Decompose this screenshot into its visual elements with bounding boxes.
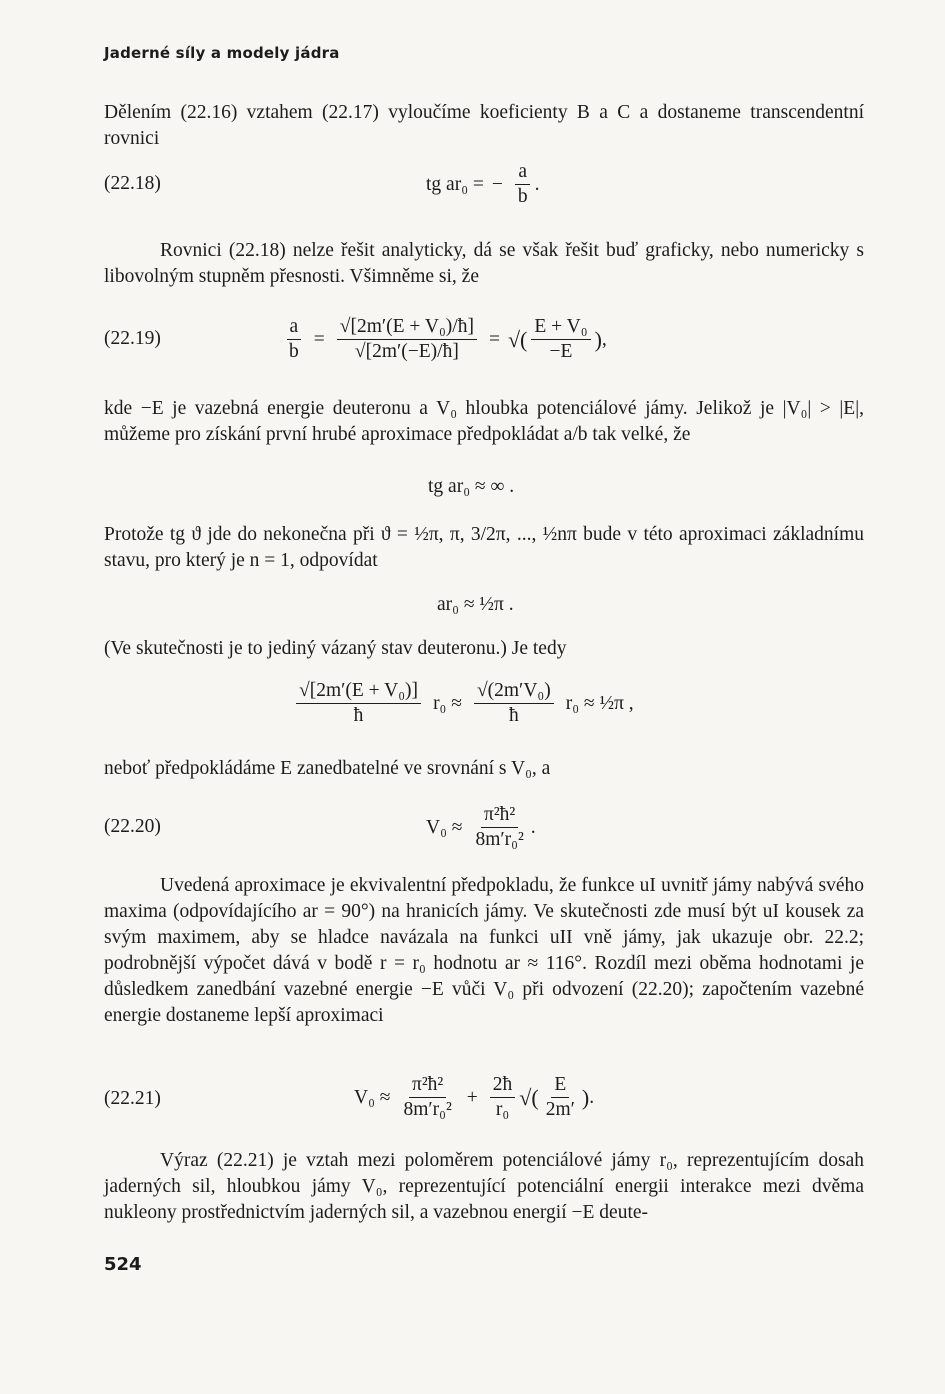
numerator: π²ħ² (409, 1074, 446, 1098)
denominator: 8m′r₀² (475, 829, 524, 850)
radius-term: r₀ ≈ ½π , (565, 692, 634, 714)
denominator: b (517, 186, 528, 207)
equation-body (292, 680, 634, 727)
numerator: √[2m′(E + V₀)/ħ] (337, 316, 477, 340)
minus-sign: − (491, 173, 503, 195)
denominator: −E (549, 341, 573, 362)
radius-term: r₀ ≈ (433, 692, 462, 714)
fraction-energy-mass (543, 1074, 578, 1121)
equation-body: V₀ ≈ $\frac{\text{π²ħ²}}{\text{8m′r₀²}}$ + $\frac{2ħ}{\text{r₀}}$ √( $\frac{E}{2m'}$ ) . (354, 1074, 595, 1120)
denominator: 8m′r₀² (403, 1099, 452, 1120)
equation-22-20 (104, 804, 864, 850)
numerator: π²ħ² (481, 804, 518, 828)
paragraph-6: neboť předpokládáme E zanedbatelné ve srovnání s V₀, a (104, 758, 551, 779)
punctuation: . (534, 173, 540, 195)
numerator: √[2m′(E + V₀)] (296, 680, 421, 704)
equation-22-18 (104, 161, 864, 207)
equation-tg-infinity: tg ar₀ ≈ ∞ . (428, 476, 515, 497)
equation-lhs: V₀ ≈ (354, 1086, 391, 1108)
running-header: Jaderné síly a modely jádra (104, 44, 340, 62)
denominator: 2m′ (545, 1099, 575, 1120)
denominator: b (289, 341, 299, 362)
denominator: √[2m′(−E)/ħ] (354, 341, 459, 362)
fraction-depth (400, 1074, 454, 1121)
fraction-a-b (515, 161, 531, 208)
equation-ground-state: ar₀ ≈ ½π . (437, 594, 514, 615)
denominator: r₀ (495, 1099, 510, 1120)
paragraph-5: (Ve skutečnosti je to jediný vázaný stav deuteronu.) Je tedy (104, 638, 567, 659)
fraction-depth (472, 804, 526, 851)
equation-number: (22.19) (104, 328, 161, 349)
equation-body (426, 804, 536, 851)
numerator: a (287, 316, 302, 340)
equation-approximation (104, 680, 864, 726)
plus-sign: + (466, 1086, 478, 1108)
numerator: E + V₀ (531, 316, 590, 340)
fraction-correction (490, 1074, 516, 1121)
numerator: 2ħ (490, 1074, 516, 1098)
page-number: 524 (104, 1254, 142, 1275)
punctuation: . (589, 1086, 595, 1108)
punctuation: , (601, 328, 607, 350)
fraction-root-energy (296, 680, 421, 727)
equation-number: (22.20) (104, 816, 161, 837)
equation-22-19 (104, 316, 864, 362)
fraction-a-b (286, 316, 302, 363)
equation-number: (22.21) (104, 1088, 161, 1109)
denominator: ħ (353, 705, 364, 726)
fraction-root-potential (474, 680, 554, 727)
equation-22-21 (104, 1074, 864, 1120)
equation-number: (22.18) (104, 173, 161, 194)
paragraph-3: kde −E je vazebná energie deuteronu a V₀ hloubka potenciálové jámy. Jelikož je |V₀| > |E|, můžeme pro získání první hrubé aproximace předpokládat a/b tak velké, že (104, 398, 864, 445)
punctuation: . (530, 816, 536, 838)
denominator: ħ (508, 705, 519, 726)
equation-body: $\frac{a}{b}$ = $\frac{\text{√[2m′(E + V₀)/ħ]}}{√[2m'(-E)/ħ]}$ = √( $\frac{\text{E + V₀}}{-E}$ ) , (282, 316, 607, 363)
paragraph-7: Uvedená aproximace je ekvivalentní předpokladu, že funkce uI uvnitř jámy nabývá svého maxima (odpovídajícího ar = 90°) na hranicích jámy. Ve skutečnosti zde musí být uI kousek za svým maximem, aby se hladce navázala na funkci uII vně jámy, jak ukazuje obr. 22.2; podrobnější výpočet dává v bodě r = r₀ hodnotu ar ≈ 116°. Rozdíl mezi oběma hodnotami je důsledkem zanedbání vazebné energie −E vůči V₀ při odvození (22.20); započtením vazebné energie dostaneme lepší aproximaci (104, 875, 864, 1026)
paragraph-2: Rovnici (22.18) nelze řešit analyticky, dá se však řešit buď graficky, nebo numericky s libovolným stupněm přesnosti. Všimněme si, že (104, 240, 864, 287)
equation-body (426, 161, 540, 208)
equation-lhs: V₀ ≈ (426, 816, 463, 838)
numerator: E (551, 1074, 569, 1098)
paragraph-8: Výraz (22.21) je vztah mezi poloměrem potenciálové jámy r₀, reprezentujícím dosah jaderných sil, hloubkou jámy V₀, reprezentující potenciální energii interakce mezi dvěma nukleony prostřednictvím jaderných sil, a vazebnou energií −E deute- (104, 1150, 864, 1223)
numerator: a (515, 161, 530, 185)
equation-lhs: tg ar₀ = (426, 173, 484, 195)
paragraph-1: Dělením (22.16) vztahem (22.17) vyloučíme koeficienty B a C a dostaneme transcendentní rovnici (104, 102, 864, 149)
numerator: √(2m′V₀) (474, 680, 554, 704)
paragraph-4: Protože tg ϑ jde do nekonečna při ϑ = ½π, π, 3/2π, ..., ½nπ bude v této aproximaci základnímu stavu, pro který je n = 1, odpovídat (104, 524, 864, 571)
fraction-roots (337, 316, 477, 363)
fraction-energy-ratio (531, 316, 590, 363)
